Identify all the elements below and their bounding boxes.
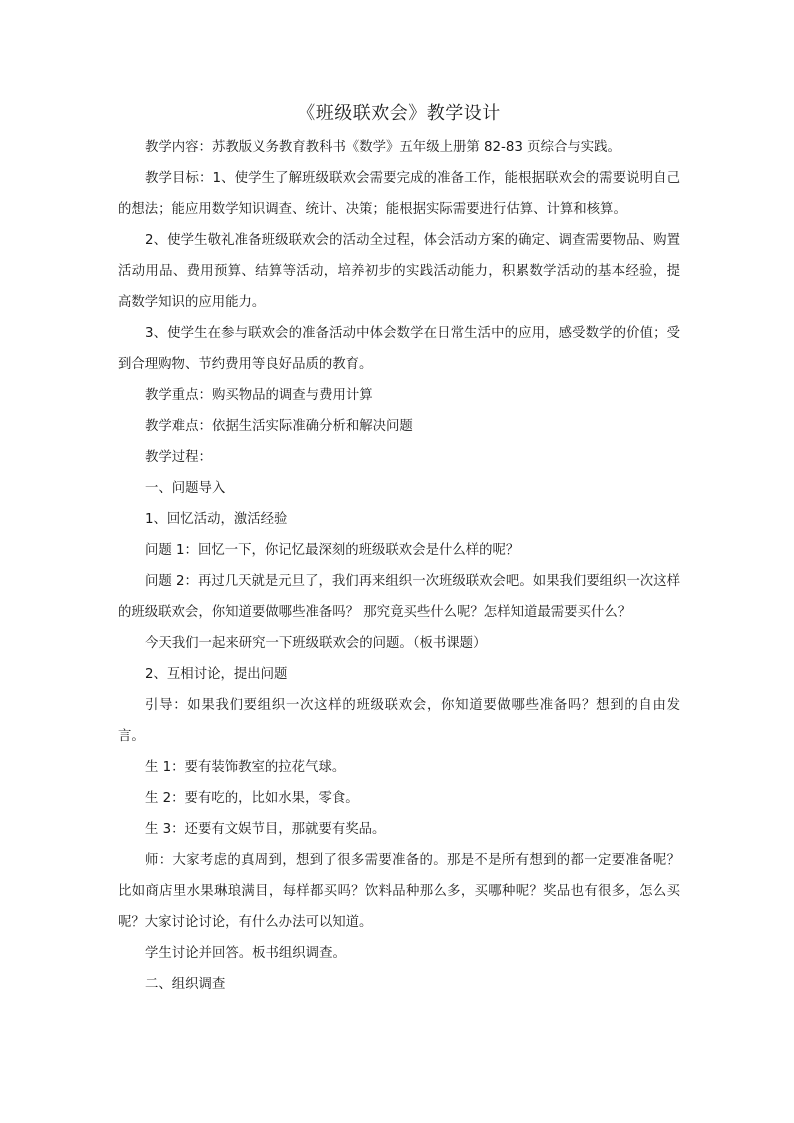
paragraph-question-1: 问题 1：回忆一下，你记忆最深刻的班级联欢会是什么样的呢？ [145,543,520,558]
paragraph-student-2: 生 2：要有吃的，比如水果，零食。 [145,791,359,806]
subsection-heading-recall: 1、回忆活动，激活经验 [145,512,288,527]
paragraph-guide: 引导：如果我们要组织一次这样的班级联欢会，你知道要做哪些准备吗？想到的自由发言。 [118,698,680,744]
paragraph-teaching-content: 教学内容：苏教版义务教育教科书《数学》五年级上册第 82-83 页综合与实践。 [145,140,621,155]
paragraph-student-1: 生 1：要有装饰教室的拉花气球。 [145,760,346,775]
paragraph-goal-2: 2、使学生敬礼准备班级联欢会的活动全过程，体会活动方案的确定、调查需要物品、购置活动用品、费用预算、结算等活动，培养初步的实践活动能力，积累数学活动的基本经验，提高数学知识的应用能力。 [118,233,680,310]
paragraph-student-discussion: 学生讨论并回答。板书组织调查。 [145,946,346,961]
section-heading-intro: 一、问题导入 [145,481,226,496]
subsection-heading-discuss: 2、互相讨论，提出问题 [145,667,288,682]
paragraph-today: 今天我们一起来研究一下班级联欢会的问题。（板书课题） [145,636,487,651]
document-title: 《班级联欢会》教学设计 [297,103,501,124]
paragraph-goal-3: 3、使学生在参与联欢会的准备活动中体会数学在日常生活中的应用，感受数学的价值；受到合理购物、节约费用等良好品质的教育。 [118,326,680,372]
paragraph-question-2: 问题 2：再过几天就是元旦了，我们再来组织一次班级联欢会吧。如果我们要组织一次这样的班级联欢会，你知道要做哪些准备吗？ 那究竟买些什么呢？怎样知道最需要买什么？ [118,574,681,620]
paragraph-student-3: 生 3：还要有文娱节目，那就要有奖品。 [145,822,386,837]
paragraph-difficulty: 教学难点：依据生活实际准确分析和解决问题 [145,419,413,434]
paragraph-process-heading: 教学过程： [145,450,212,465]
paragraph-key-point: 教学重点：购买物品的调查与费用计算 [145,388,373,403]
document-page [118,100,680,1000]
paragraph-goal-1: 教学目标：1、使学生了解班级联欢会需要完成的准备工作，能根据联欢会的需要说明自己的想法；能应用数学知识调查、统计、决策；能根据实际需要进行估算、计算和核算。 [118,171,680,217]
paragraph-teacher: 师：大家考虑的真周到，想到了很多需要准备的。那是不是所有想到的都一定要准备呢？比如商店里水果琳琅满目，每样都买吗？饮料品种那么多，买哪种呢？奖品也有很多，怎么买呢？大家讨论讨论，有什么办法可以知道。 [118,853,680,930]
section-heading-survey: 二、组织调查 [145,977,226,992]
